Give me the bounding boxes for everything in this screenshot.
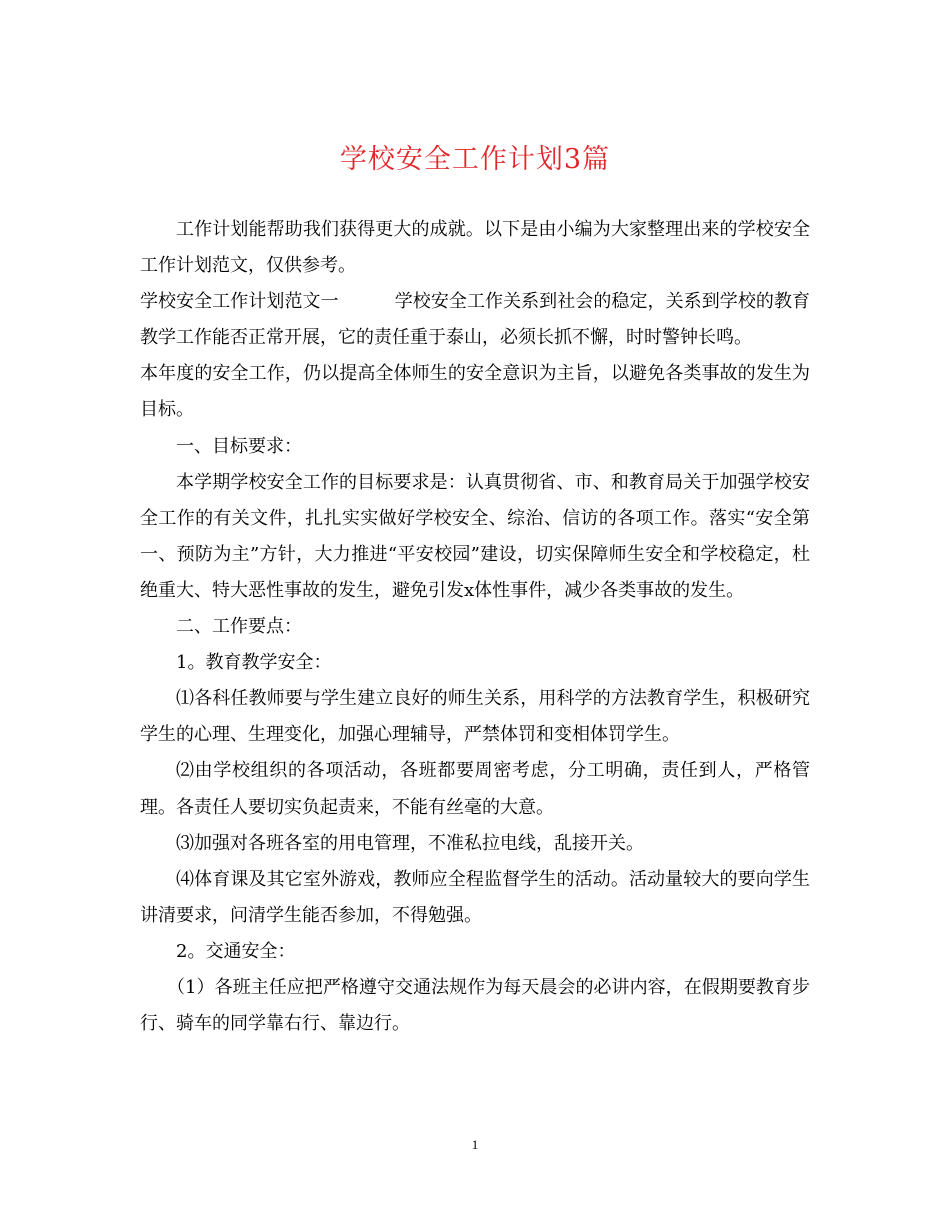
intro-paragraph: 工作计划能帮助我们获得更大的成就。以下是由小编为大家整理出来的学校安全工作计划范文，仅供参考。 xyxy=(140,219,810,277)
item-teacher-relations: ⑴各科任教师要与学生建立良好的师生关系，用科学的方法教育学生，积极研究学生的心理、生理变化，加强心理辅导，严禁体罚和变相体罚学生。 xyxy=(140,688,810,746)
section-one-paragraph xyxy=(140,284,810,356)
page-number: 1 xyxy=(471,1137,479,1152)
document-title: 学校安全工作计划3篇 xyxy=(339,144,611,175)
document-body xyxy=(140,212,810,1042)
goals-paragraph: 本学期学校安全工作的目标要求是：认真贯彻省、市、和教育局关于加强学校安全工作的有关文件，扎扎实实做好学校安全、综治、信访的各项工作。落实“安全第一、预防为主”方针，大力推进“平安校园”建设，切实保障师生安全和学校稳定，杜绝重大、特大恶性事故的发生，避免引发x体性事件，减少各类事故的发生。 xyxy=(140,471,810,601)
heading-goals: 一、目标要求： xyxy=(176,435,302,457)
goal-paragraph: 本年度的安全工作，仍以提高全体师生的安全意识为主旨，以避免各类事故的发生为目标。 xyxy=(140,363,810,421)
section-one-heading: 学校安全工作计划范文一 xyxy=(140,291,339,313)
heading-work-points: 二、工作要点： xyxy=(176,616,302,638)
item-electricity: ⑶加强对各班各室的用电管理，不准私拉电线，乱接开关。 xyxy=(176,832,644,854)
section-one-text: 学校安全工作关系到社会的稳定，关系到学校的教育教学工作能否正常开展，它的责任重于泰山，必须长抓不懈，时时警钟长鸣。 xyxy=(140,291,811,349)
item-pe-class: ⑷体育课及其它室外游戏，教师应全程监督学生的活动。活动量较大的要向学生讲清要求，问清学生能否参加，不得勉强。 xyxy=(140,868,810,926)
item-activities: ⑵由学校组织的各项活动，各班都要周密考虑，分工明确，责任到人，严格管理。各责任人要切实负起责来，不能有丝毫的大意。 xyxy=(140,760,810,818)
heading-teaching-safety: 1。教育教学安全： xyxy=(176,652,332,674)
item-traffic-rules: （1）各班主任应把严格遵守交通法规作为每天晨会的必讲内容，在假期要教育步行、骑车的同学靠右行、靠边行。 xyxy=(140,976,810,1035)
heading-traffic-safety: 2。交通安全： xyxy=(176,940,296,962)
